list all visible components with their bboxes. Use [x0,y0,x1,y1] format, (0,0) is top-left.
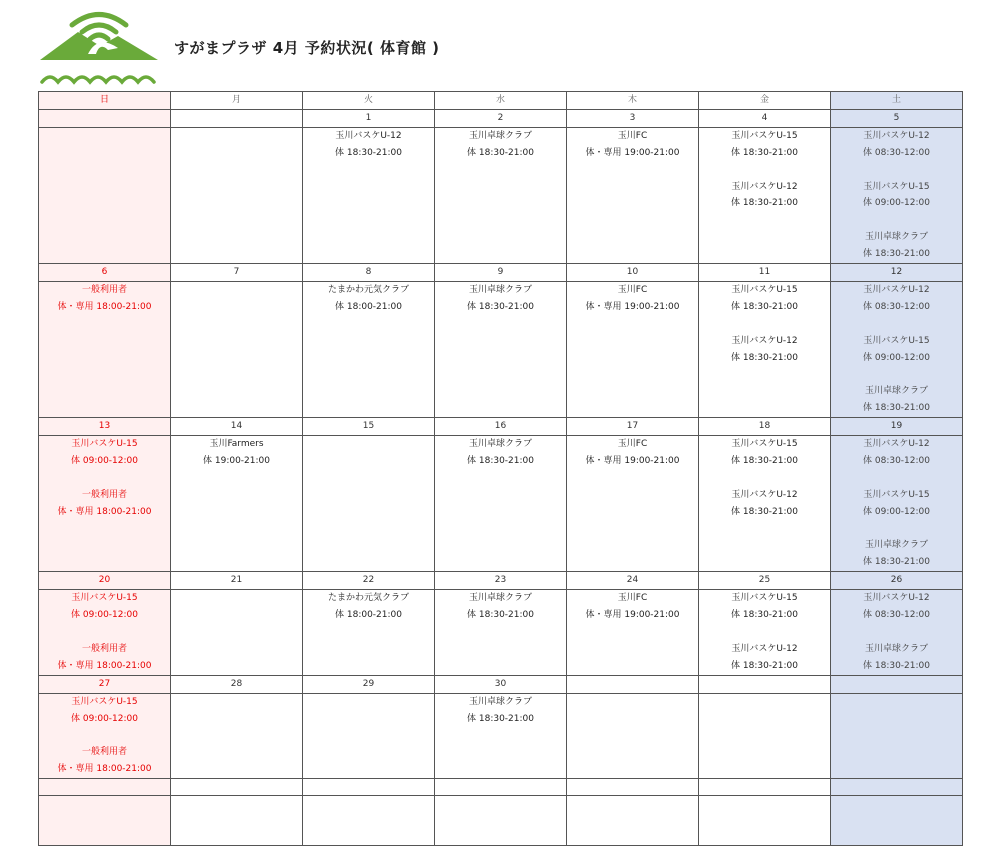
event-gap [699,470,830,487]
day-cell-tue [303,590,435,676]
day-cell-wed [435,281,567,417]
event-name: 玉川卓球クラブ [864,386,928,397]
event-name: 一般利用者 [81,747,127,758]
date-cell-wed: 23 [435,572,567,590]
date-row [39,572,963,590]
weekday-header-sat: 土 [831,92,963,110]
event-time: 体 18:30-21:00 [467,301,534,312]
day-cell-fri [699,693,831,779]
date-cell-mon: 14 [171,418,303,436]
event-time: 体 18:00-21:00 [335,301,402,312]
day-cell-fri [699,127,831,263]
day-cell-wed [435,127,567,263]
event-time: 体 09:00-12:00 [863,352,930,363]
weekday-header-wed: 水 [435,92,567,110]
day-cell-sat [831,127,963,263]
date-row [39,675,963,693]
date-cell-sat [831,779,963,796]
event-time: 体・専用 19:00-21:00 [585,301,680,312]
date-cell-sat: 5 [831,109,963,127]
date-cell-tue: 22 [303,572,435,590]
event-name: 玉川Farmers [209,439,264,450]
date-cell-tue: 1 [303,109,435,127]
day-cell-sun [39,436,171,572]
events-row [39,436,963,572]
date-cell-thu [567,779,699,796]
event-name: 玉川バスケU-15 [731,284,798,295]
date-cell-fri [699,779,831,796]
day-cell-tue [303,436,435,572]
day-cell-sun [39,590,171,676]
event-gap [699,316,830,333]
day-cell-tue [303,127,435,263]
event-name: 玉川バスケU-12 [731,489,798,500]
event-time: 体 09:00-12:00 [71,610,138,621]
events-row [39,281,963,417]
event-time: 体 09:00-12:00 [71,455,138,466]
day-cell-mon [171,436,303,572]
day-cell-wed [435,436,567,572]
event-time: 体 18:30-21:00 [731,660,798,671]
weekday-header-mon: 月 [171,92,303,110]
day-cell-mon [171,693,303,779]
weekday-header-sun: 日 [39,92,171,110]
event-name: 玉川卓球クラブ [468,284,532,295]
event-time: 体・専用 18:00-21:00 [57,506,152,517]
event-time: 体 18:30-21:00 [863,249,930,260]
events-row [39,693,963,779]
date-cell-mon: 28 [171,675,303,693]
day-cell-fri [699,796,831,846]
day-cell-fri [699,281,831,417]
date-cell-fri: 11 [699,264,831,282]
event-time: 体 18:30-21:00 [731,198,798,209]
mountain-logo [38,10,160,88]
day-cell-sat [831,590,963,676]
event-gap [39,470,170,487]
date-cell-mon: 21 [171,572,303,590]
event-name: 一般利用者 [81,284,127,295]
day-cell-wed [435,693,567,779]
event-gap [831,624,962,641]
event-name: 玉川バスケU-12 [863,284,930,295]
day-cell-thu [567,281,699,417]
day-cell-mon [171,796,303,846]
event-name: 一般利用者 [81,643,127,654]
event-time: 体 08:30-12:00 [863,610,930,621]
day-cell-sat [831,281,963,417]
event-gap [831,212,962,229]
event-name: 玉川バスケU-12 [863,439,930,450]
event-time: 体 18:30-21:00 [863,557,930,568]
date-cell-mon [171,109,303,127]
event-name: 玉川バスケU-12 [731,643,798,654]
event-time: 体 09:00-12:00 [71,713,138,724]
date-cell-sun: 13 [39,418,171,436]
date-cell-tue: 8 [303,264,435,282]
event-name: 玉川卓球クラブ [468,696,532,707]
weekday-header-tue: 火 [303,92,435,110]
date-cell-wed: 2 [435,109,567,127]
event-name: 玉川バスケU-12 [335,130,402,141]
day-cell-wed [435,590,567,676]
day-cell-sat [831,796,963,846]
event-time: 体 18:30-21:00 [467,147,534,158]
event-time: 体 18:30-21:00 [731,147,798,158]
calendar-table [38,91,963,846]
event-gap [699,624,830,641]
event-time: 体 18:30-21:00 [863,660,930,671]
event-name: 玉川バスケU-15 [863,335,930,346]
event-time: 体・専用 18:00-21:00 [57,764,152,775]
weekday-header-thu: 木 [567,92,699,110]
event-time: 体 18:30-21:00 [731,352,798,363]
event-time: 体 18:30-21:00 [467,455,534,466]
event-time: 体 18:30-21:00 [731,506,798,517]
event-gap [831,470,962,487]
event-name: 玉川バスケU-12 [731,181,798,192]
event-time: 体 18:30-21:00 [467,610,534,621]
event-name: 一般利用者 [81,489,127,500]
date-cell-thu: 3 [567,109,699,127]
event-time: 体 18:30-21:00 [731,301,798,312]
event-time: 体 18:00-21:00 [335,610,402,621]
date-cell-mon [171,779,303,796]
date-row [39,779,963,796]
day-cell-fri [699,590,831,676]
event-name: 玉川バスケU-15 [71,696,138,707]
event-time: 体 19:00-21:00 [203,455,270,466]
day-cell-fri [699,436,831,572]
date-cell-wed [435,779,567,796]
day-cell-mon [171,281,303,417]
events-row [39,796,963,846]
event-name: 玉川バスケU-15 [71,593,138,604]
day-cell-mon [171,590,303,676]
date-row [39,418,963,436]
event-name: 玉川卓球クラブ [864,643,928,654]
page-title: すがまプラザ 4月 予約状況( 体育館 ) [174,39,440,57]
event-name: たまかわ元気クラブ [327,593,409,604]
event-gap [831,366,962,383]
day-cell-sun [39,693,171,779]
day-cell-sun [39,127,171,263]
date-cell-sun [39,779,171,796]
event-name: 玉川バスケU-15 [71,439,138,450]
date-cell-sun: 20 [39,572,171,590]
day-cell-thu [567,693,699,779]
date-cell-sun: 27 [39,675,171,693]
day-cell-sat [831,693,963,779]
event-gap [699,162,830,179]
date-cell-fri [699,675,831,693]
event-name: 玉川卓球クラブ [468,439,532,450]
event-gap [831,521,962,538]
date-cell-sat [831,675,963,693]
day-cell-thu [567,796,699,846]
events-row [39,590,963,676]
day-cell-sun [39,796,171,846]
event-gap [39,727,170,744]
event-name: 玉川バスケU-12 [863,130,930,141]
day-cell-sun [39,281,171,417]
date-cell-sun: 6 [39,264,171,282]
event-name: 玉川バスケU-12 [731,335,798,346]
date-cell-fri: 18 [699,418,831,436]
event-gap [831,162,962,179]
date-cell-sat: 26 [831,572,963,590]
event-time: 体・専用 19:00-21:00 [585,610,680,621]
event-name: 玉川バスケU-15 [863,489,930,500]
weekday-header-row [39,92,963,110]
date-row [39,109,963,127]
event-time: 体・専用 18:00-21:00 [57,660,152,671]
day-cell-thu [567,436,699,572]
date-cell-thu: 24 [567,572,699,590]
day-cell-tue [303,693,435,779]
event-name: たまかわ元気クラブ [327,284,409,295]
date-cell-tue [303,779,435,796]
event-time: 体 09:00-12:00 [863,198,930,209]
date-cell-sat: 12 [831,264,963,282]
events-row [39,127,963,263]
date-row [39,264,963,282]
event-time: 体 18:30-21:00 [863,403,930,414]
day-cell-tue [303,281,435,417]
date-cell-wed: 30 [435,675,567,693]
date-cell-thu: 10 [567,264,699,282]
day-cell-wed [435,796,567,846]
date-cell-thu: 17 [567,418,699,436]
event-name: 玉川バスケU-12 [863,593,930,604]
date-cell-sun [39,109,171,127]
event-name: 玉川卓球クラブ [864,232,928,243]
event-time: 体・専用 19:00-21:00 [585,455,680,466]
day-cell-thu [567,127,699,263]
event-time: 体 18:30-21:00 [731,455,798,466]
event-name: 玉川バスケU-15 [731,439,798,450]
date-cell-tue: 15 [303,418,435,436]
day-cell-mon [171,127,303,263]
event-time: 体・専用 18:00-21:00 [57,301,152,312]
event-name: 玉川FC [617,439,648,450]
event-name: 玉川卓球クラブ [864,540,928,551]
event-name: 玉川FC [617,284,648,295]
event-name: 玉川FC [617,130,648,141]
weekday-header-fri: 金 [699,92,831,110]
event-time: 体 18:30-21:00 [467,713,534,724]
event-gap [39,624,170,641]
date-cell-sat: 19 [831,418,963,436]
event-name: 玉川卓球クラブ [468,130,532,141]
date-cell-wed: 16 [435,418,567,436]
date-cell-tue: 29 [303,675,435,693]
event-time: 体 08:30-12:00 [863,301,930,312]
event-time: 体 18:30-21:00 [335,147,402,158]
event-name: 玉川卓球クラブ [468,593,532,604]
event-name: 玉川バスケU-15 [731,593,798,604]
date-cell-thu [567,675,699,693]
event-time: 体 08:30-12:00 [863,147,930,158]
event-name: 玉川FC [617,593,648,604]
event-time: 体 08:30-12:00 [863,455,930,466]
day-cell-sat [831,436,963,572]
day-cell-thu [567,590,699,676]
event-time: 体・専用 19:00-21:00 [585,147,680,158]
day-cell-tue [303,796,435,846]
date-cell-wed: 9 [435,264,567,282]
date-cell-fri: 25 [699,572,831,590]
event-name: 玉川バスケU-15 [731,130,798,141]
date-cell-fri: 4 [699,109,831,127]
event-gap [831,316,962,333]
event-time: 体 18:30-21:00 [731,610,798,621]
date-cell-mon: 7 [171,264,303,282]
event-name: 玉川バスケU-15 [863,181,930,192]
event-time: 体 09:00-12:00 [863,506,930,517]
